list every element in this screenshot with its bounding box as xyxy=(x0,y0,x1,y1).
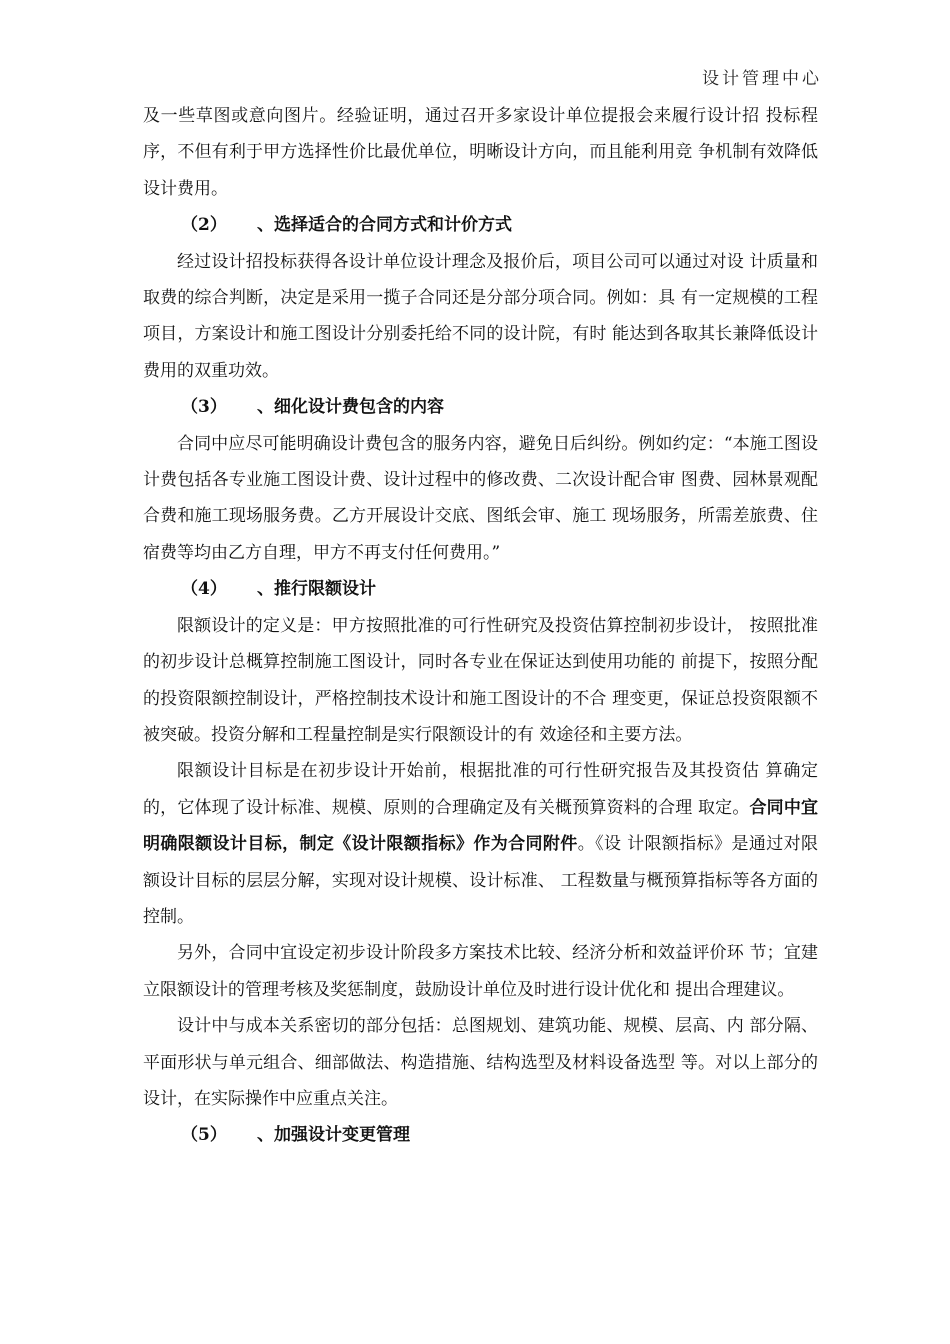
section-number: （2） xyxy=(181,215,227,236)
section-title: 、推行限额设计 xyxy=(257,579,376,600)
paragraph-contract-method: 经过设计招投标获得各设计单位设计理念及报价后，项目公司可以通过对设 计质量和取费的综合判断，决定是采用一揽子合同还是分部分项合同。例如：具 有一定规模的工程项目，方案设计和施工图设计分别委托给不同的设计院，有时 能达到各取其长兼降低设计费用的双重功效。 xyxy=(143,251,818,381)
section-title: 、加强设计变更管理 xyxy=(257,1125,410,1146)
section-number: （5） xyxy=(181,1125,227,1146)
emphasis-text: 合同中宜明确限额设计目标，制定《设计限额指标》作为合同附件 xyxy=(143,797,819,855)
text-run: 。《设 计限额指标》是通过对限额设计目标的层层分解，实现对设计规模、设计标准、 工程数量与概预算指标等各方面的控制。 xyxy=(143,834,819,927)
page-header-org: 设计管理中心 xyxy=(702,69,822,89)
section-number: （4） xyxy=(181,579,227,600)
section-heading-2 xyxy=(143,207,818,243)
paragraph-bid-conclusion: 及一些草图或意向图片。经验证明，通过召开多家设计单位提报会来履行设计招 投标程序，不但有利于甲方选择性价比最优单位，明晰设计方向，而且能利用竞 争机制有效降低设计费用。 xyxy=(143,106,818,199)
section-number: （3） xyxy=(181,397,227,418)
section-heading-5 xyxy=(143,1117,818,1153)
document-body xyxy=(143,98,818,1154)
paragraph-design-fee: 合同中应尽可能明确设计费包含的服务内容，避免日后纠纷。例如约定：“本施工图设计费包括各专业施工图设计费、设计过程中的修改费、二次设计配合审 图费、园林景观配合费和施工现场服务费。乙方开展设计交底、图纸会审、施工 现场服务，所需差旅费、住宿费等均由乙方自理，甲方不再支付任何费用。” xyxy=(143,433,818,563)
section-title: 、细化设计费包含的内容 xyxy=(257,397,444,418)
section-heading-3 xyxy=(143,389,818,425)
text-run: 限额设计目标是在初步设计开始前，根据批准的可行性研究报告及其投资估 算确定的，它体现了设计标准、规模、原则的合理确定及有关概预算资料的合理 取定。 xyxy=(143,761,818,818)
paragraph-limit-target xyxy=(143,753,818,935)
paragraph-additional: 另外，合同中宜设定初步设计阶段多方案技术比较、经济分析和效益评价环 节；宜建立限额设计的管理考核及奖惩制度，鼓励设计单位及时进行设计优化和 提出合理建议。 xyxy=(143,943,818,1000)
paragraph-limit-definition: 限额设计的定义是：甲方按照批准的可行性研究及投资估算控制初步设计， 按照批准的初步设计总概算控制施工图设计，同时各专业在保证达到使用功能的 前提下，按照分配的投资限额控制设计，严格控制技术设计和施工图设计的不合 理变更，保证总投资限额不被突破。投资分解和工程量控制是实行限额设计的有 效途径和主要方法。 xyxy=(143,615,818,745)
section-title: 、选择适合的合同方式和计价方式 xyxy=(257,215,512,236)
paragraph-cost-related: 设计中与成本关系密切的部分包括：总图规划、建筑功能、规模、层高、内 部分隔、平面形状与单元组合、细部做法、构造措施、结构选型及材料设备选型 等。对以上部分的设计，在实际操作中应重点关注。 xyxy=(143,1016,818,1109)
section-heading-4 xyxy=(143,571,818,607)
